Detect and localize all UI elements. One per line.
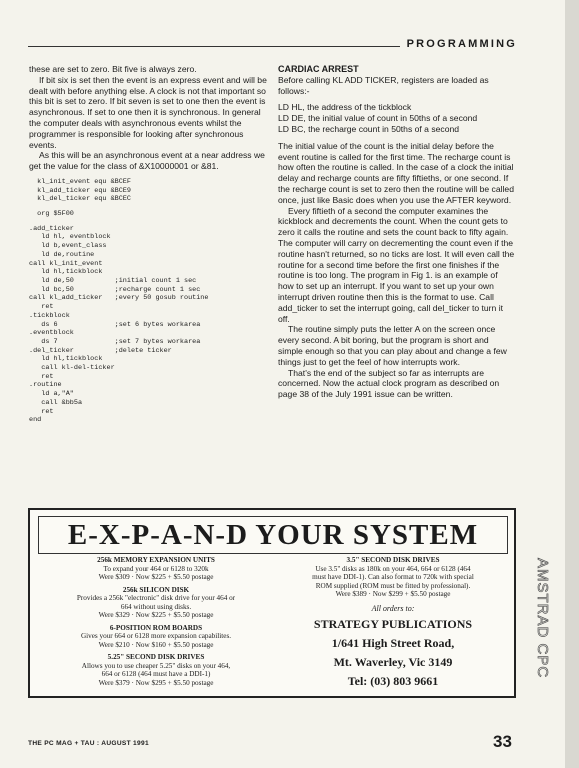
ad-product-title: 256k MEMORY EXPANSION UNITS <box>97 556 215 564</box>
company-name: STRATEGY PUBLICATIONS <box>313 617 473 631</box>
ad-product <box>38 653 274 687</box>
body-paragraph: The initial value of the count is the initial delay before the event routine is called for the first time. The recharge count is how often the routine is called. In the case of a clock the initial delay and recharge counts are fifty fiftieths, or one second. If the recharge count is set to zero then the routine will be called once, just like Basic does when you use the AFTER keyword. <box>278 140 514 205</box>
side-label-amstrad-cpc <box>532 556 552 688</box>
register-item: LD HL, the address of the tickblock <box>278 102 412 113</box>
section-label: PROGRAMMING <box>406 38 517 50</box>
ad-product-line: Were $210 · Now $160 + $5.50 postage <box>98 640 214 649</box>
section-heading: CARDIAC ARREST <box>278 64 359 74</box>
ad-product-line: 664 or 6128 (464 must have a DDI-1) <box>101 670 211 678</box>
ad-product-line: Were $309 · Now $225 + $5.50 postage <box>98 573 214 581</box>
company-phone: Tel: (03) 803 9661 <box>347 674 439 688</box>
ad-product-line: Were $329 · Now $225 + $5.50 postage <box>98 611 214 619</box>
body-paragraph: these are set to zero. Bit five is always zero. <box>29 64 197 74</box>
ad-product-line: Allows you to use cheaper 5.25" disks on your 464, <box>81 661 231 670</box>
ad-product-line: ROM supplied (ROM must be fitted by professional). <box>315 581 471 590</box>
ad-product-line: Were $379 · Now $295 + $5.50 postage <box>98 678 214 687</box>
advertisement-box <box>28 508 516 698</box>
ad-product-line: Gives your 664 or 6128 more expansion capabilites. <box>80 632 232 640</box>
company-address-line: Mt. Waverley, Vic 3149 <box>333 655 453 669</box>
register-item: LD DE, the initial value of count in 50ths of a second <box>278 113 478 124</box>
code-listing-equates: kl_init_event equ &BCEF kl_add_ticker equ &BCE9 kl_del_ticker equ &BCEC <box>37 177 131 204</box>
ad-product <box>38 556 274 582</box>
ad-product-title: 256k SILICON DISK <box>122 585 190 594</box>
ad-product-line: 664 without using disks. <box>120 602 192 611</box>
page-number: 33 <box>493 732 512 751</box>
right-column <box>278 64 515 400</box>
ad-headline: E-X-P-A-N-D YOUR SYSTEM <box>38 516 508 554</box>
company-address-line: 1/641 High Street Road, <box>331 636 455 650</box>
register-list <box>278 102 515 134</box>
orders-label: All orders to: <box>371 603 415 613</box>
ad-product-title: 5.25" SECOND DISK DRIVES <box>107 653 205 661</box>
ad-product <box>280 556 506 599</box>
ad-product-title: 3.5" SECOND DISK DRIVES <box>346 556 440 564</box>
ad-product-title: 6-POSITION ROM BOARDS <box>109 623 203 632</box>
ad-product <box>38 624 274 650</box>
code-listing-routine: .add_ticker ld hl, eventblock ld b,event_class ld de,routine call kl_init_event ld hl,tickblock ld de,50 ;initial count 1 sec ld bc,50 ;recharge count 1 sec call kl_add_ticker ;every 50 gosub routine ret .tickblock ds 6 ;set 6 bytes workarea .eventblock ds 7 ;set 7 bytes workarea .del_ticker ;delete ticker ld hl,tickblock call kl-del-ticker ret .routine ld a,"A" call &bb5a ret end <box>29 224 209 425</box>
page-edge-strip <box>565 0 579 768</box>
register-item: LD BC, the recharge count in 50ths of a second <box>278 123 460 134</box>
footer-magazine: THE PC MAG + TAU : AUGUST 1991 <box>28 740 149 747</box>
left-column <box>29 64 272 425</box>
body-paragraph: The routine simply puts the letter A on the screen once every second. A bit boring, but the program is short and simple enough so that you can play about and change a few things just to get the feel of how interrupts work. <box>278 324 507 367</box>
ad-product-line: Were $389 · Now $299 + $5.50 postage <box>335 590 451 598</box>
body-paragraph: That's the end of the subject so far as interrupts are concerned. Now the actual clock program as described on page 38 of the July 1991 issue can be written. <box>278 367 500 400</box>
ad-product-line: Use 3.5" disks as 180k on your 464, 664 or 6128 (464 <box>315 564 471 573</box>
ad-product-line: must have DDI-1). Can also format to 720k with special <box>312 573 474 581</box>
header-rule <box>28 46 400 47</box>
ad-product-line: To expand your 464 or 6128 to 320k <box>103 564 209 573</box>
body-paragraph: Before calling KL ADD TICKER, registers are loaded as follows:- <box>278 74 489 96</box>
ad-products-left <box>38 556 274 691</box>
code-listing-org: org $5F00 <box>29 210 74 219</box>
ad-product <box>38 586 274 620</box>
ad-product-line: Provides a 256k "electronic" disk drive for your 464 or <box>76 594 236 602</box>
body-paragraph: Every fiftieth of a second the computer examines the kickblock and decrements the count. When the count gets to zero it calls the routine and sets the count back to fifty again. The computer will carry on decrementing the count even if the routine hasn't returned, so no ticks are lost. It will even call the routine for a second time before the first one finishes if the routine is too long. The program in Fig 1. is an example of how to set up an interrupt. If you want to set up your own interrupt driven routine then this is the format to use. Call add_ticker to set the interrupt going, call del_ticker to turn it off. <box>278 205 515 324</box>
ad-products-right <box>280 556 506 689</box>
body-paragraph: As this will be an asynchronous event at a near address we get the value for the class of &X10000001 or &81. <box>29 150 265 172</box>
body-paragraph: If bit six is set then the event is an express event and will be dealt with before anything else. A clock is not that important so this bit is set to zero. If bit seven is set to one then the event is asynchronous. If set to one then it is synchronous. In general the computer deals with asynchronous events whilst the programmer is responsible for looking after synchronous events. <box>29 74 267 150</box>
side-label-text: AMSTRAD CPC <box>534 558 551 679</box>
